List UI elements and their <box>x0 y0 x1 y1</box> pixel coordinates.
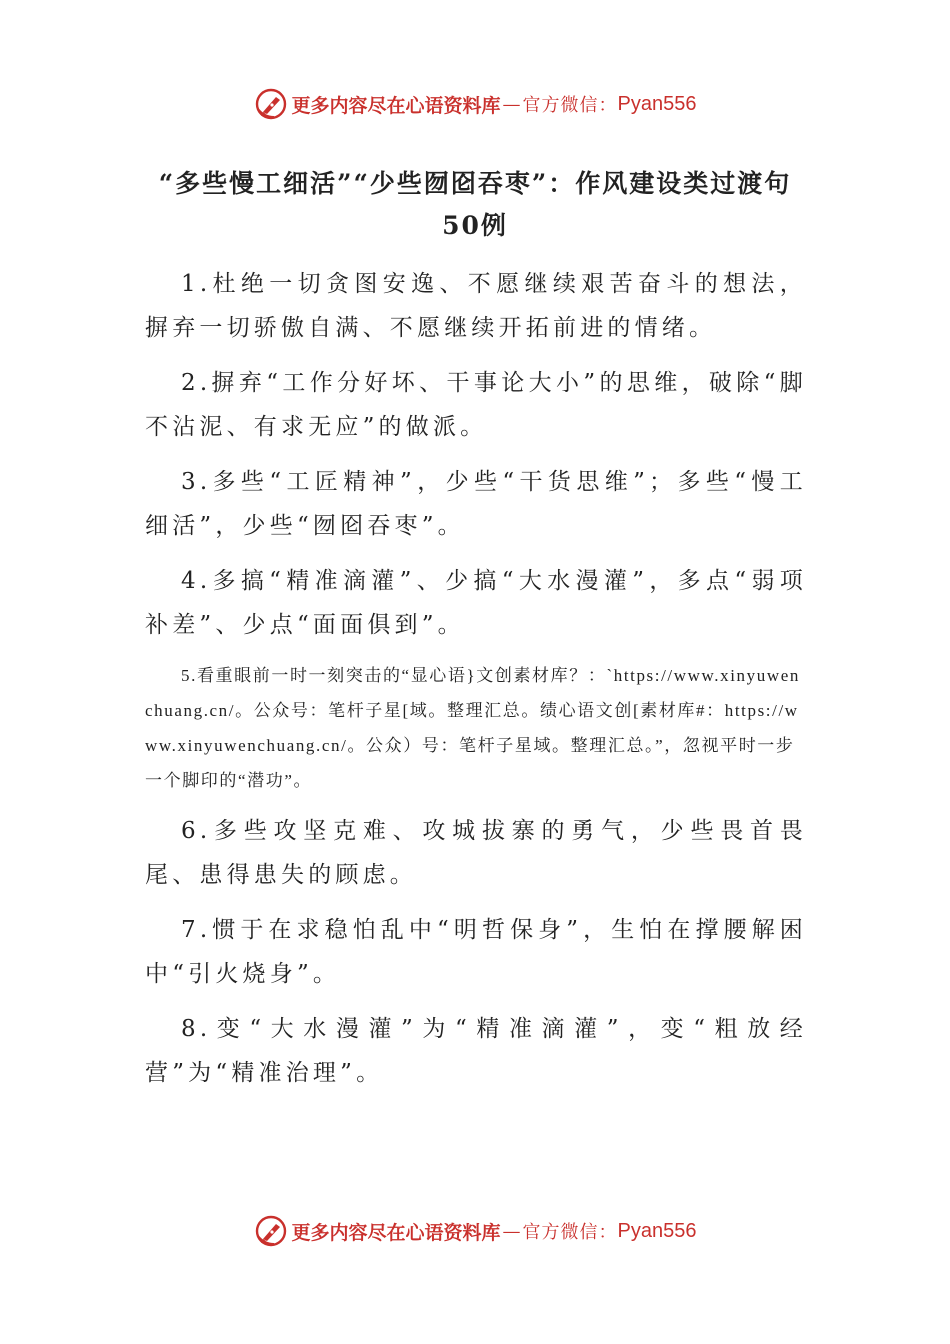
list-item: 6.多些攻坚克难、攻城拔寨的勇气，少些畏首畏尾、患得患失的顾虑。 <box>145 818 807 888</box>
banner-slogan: 更多内容尽在心语资料库 <box>291 1221 501 1244</box>
list-item: 2.摒弃“工作分好坏、干事论大小”的思维，破除“脚不沾泥、有求无应”的做派。 <box>145 370 807 440</box>
document-title <box>145 163 805 247</box>
list-item: 1.杜绝一切贪图安逸、不愿继续艰苦奋斗的想法，摒弃一切骄傲自满、不愿继续开拓前进的情绪。 <box>145 271 807 341</box>
pen-nib-circle-icon <box>254 87 288 121</box>
banner-contact-id: Pyan556 <box>617 92 697 115</box>
banner-dash: — <box>502 93 521 115</box>
list-item-watermarked: 5.看重眼前一时一刻突击的“显心语}文创素材库？：`https://www.xinyuwenchuang.cn/。公众号：笔杆子星[域。整理汇总。绩心语文创[素材库#：https://www.xinyuwenchuang.cn/。公众）号：笔杆子星域。整理汇总。”，忽视平时一步一个脚印的“潜功”。 <box>145 666 800 790</box>
banner-dash: — <box>502 1220 521 1242</box>
title-line-2: 50例 <box>442 211 508 240</box>
header-banner <box>0 84 950 124</box>
list-item: 7.惯于在求稳怕乱中“明哲保身”，生怕在撑腰解困中“引火烧身”。 <box>145 917 807 987</box>
banner-contact-label: 官方微信： <box>522 1222 618 1243</box>
list-item: 8.变“大水漫灌”为“精准滴灌”，变“粗放经营”为“精准治理”。 <box>145 1016 807 1086</box>
banner-contact-id: Pyan556 <box>617 1219 697 1242</box>
list-item: 3.多些“工匠精神”，少些“干货思维”；多些“慢工细活”，少些“囫囵吞枣”。 <box>145 469 807 539</box>
title-line-1: “多些慢工细活”“少些囫囵吞枣”：作风建设类过渡句 <box>158 169 792 198</box>
list-item: 4.多搞“精准滴灌”、少搞“大水漫灌”，多点“弱项补差”、少点“面面俱到”。 <box>145 568 807 638</box>
footer-banner <box>0 1211 950 1251</box>
banner-slogan: 更多内容尽在心语资料库 <box>291 94 501 117</box>
banner-contact-label: 官方微信： <box>522 95 618 116</box>
document-body <box>145 262 807 1106</box>
pen-nib-circle-icon <box>254 1214 288 1248</box>
